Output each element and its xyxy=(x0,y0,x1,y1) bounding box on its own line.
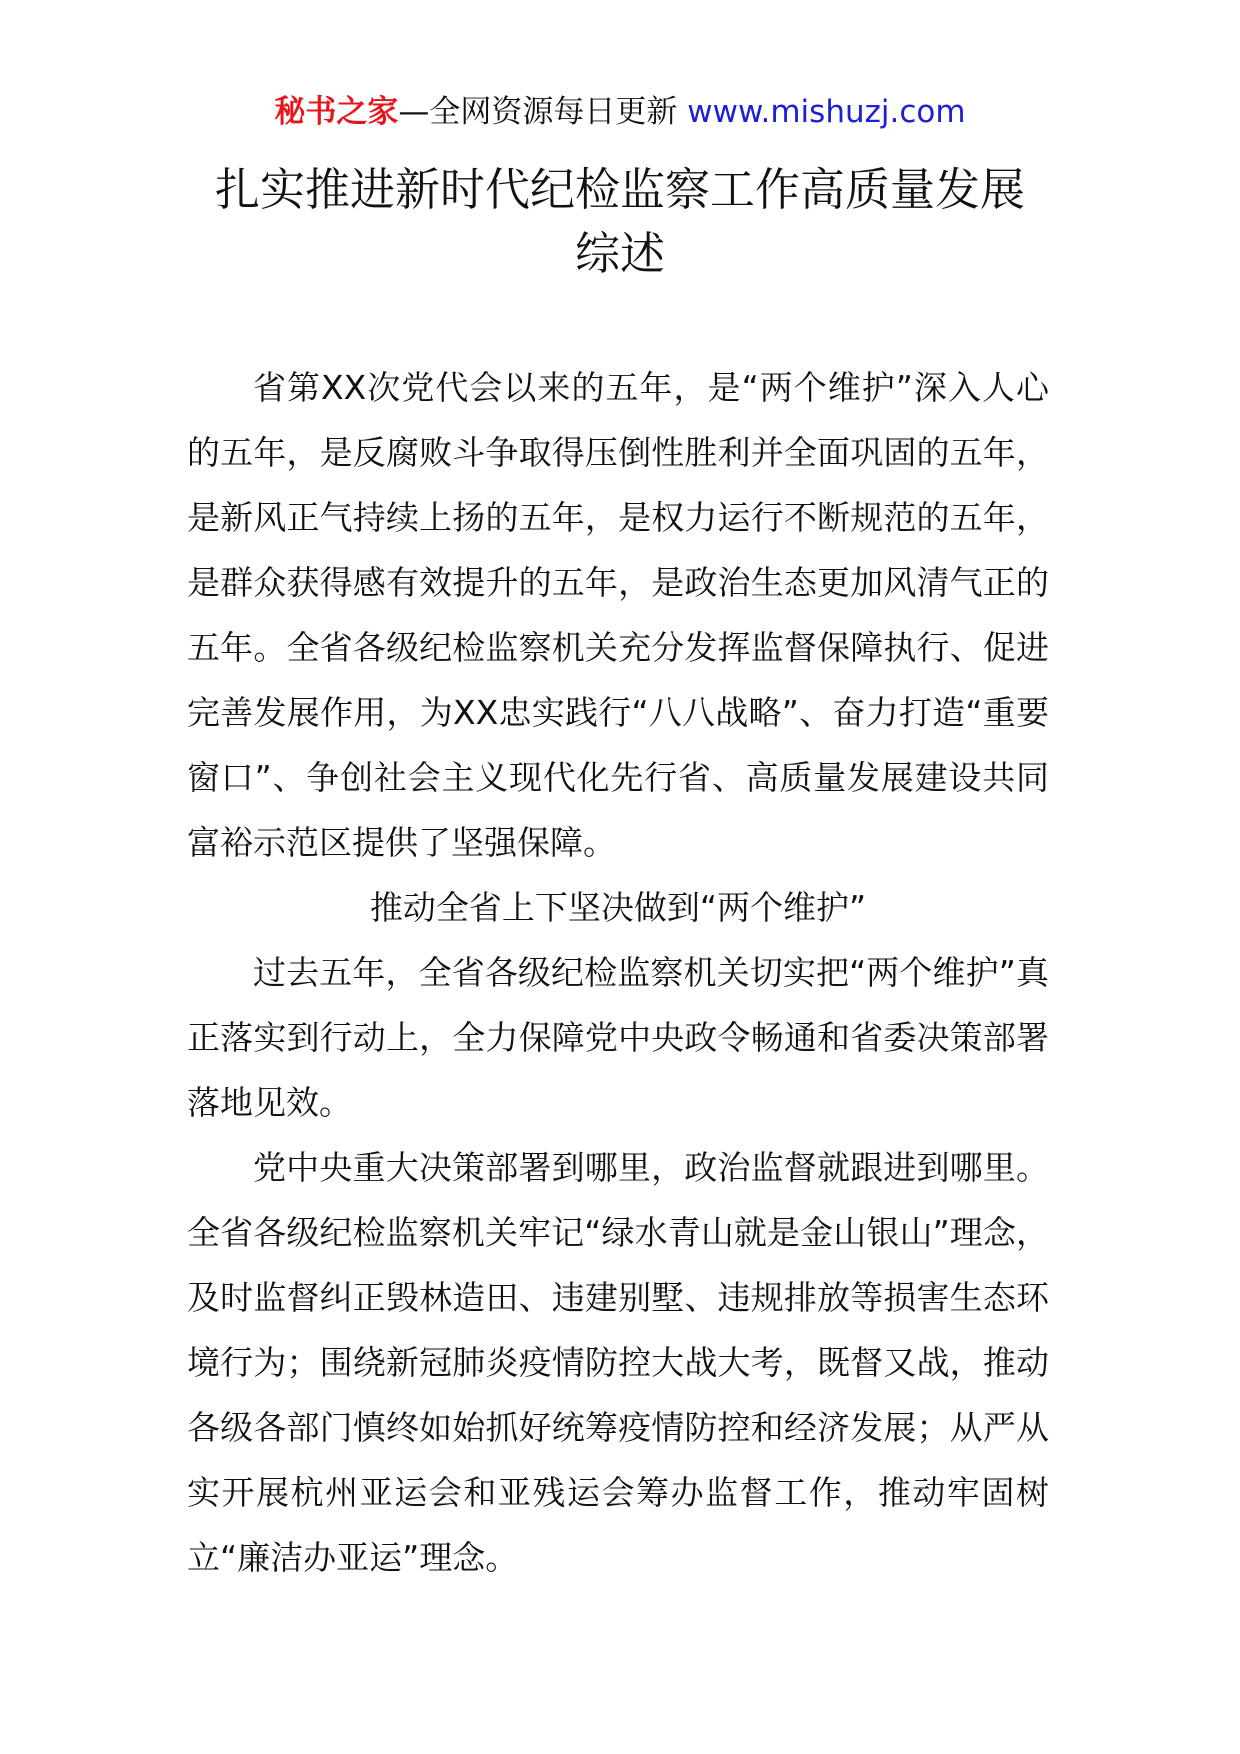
section-paragraph-2: 党中央重大决策部署到哪里，政治监督就跟进到哪里。全省各级纪检监察机关牢记“绿水青山就是金山银山”理念，及时监督纠正毁林造田、违建别墅、违规排放等损害生态环境行为；围绕新冠肺炎疫情防控大战大考，既督又战，推动各级各部门慎终如始抓好统筹疫情防控和经济发展；从严从实开展杭州亚运会和亚残运会筹办监督工作，推动牢固树立“廉洁办亚运”理念。 xyxy=(187,1148,1049,1577)
section-heading: 推动全省上下坚决做到“两个维护” xyxy=(369,888,867,927)
website-link[interactable]: www.mishuzj.com xyxy=(687,94,966,130)
title-line-1: 扎实推进新时代纪检监察工作高质量发展 xyxy=(214,163,1025,216)
section-paragraph-1: 过去五年，全省各级纪检监察机关切实把“两个维护”真正落实到行动上，全力保障党中央政令畅通和省委决策部署落地见效。 xyxy=(187,953,1049,1122)
document-body xyxy=(187,355,1049,1590)
title-line-2: 综述 xyxy=(574,227,665,280)
document-title xyxy=(150,158,1090,286)
page-header xyxy=(0,92,1240,132)
brand-name: 秘书之家 xyxy=(274,94,399,130)
header-tagline: —全网资源每日更新 xyxy=(398,94,688,130)
intro-paragraph: 省第XX次党代会以来的五年，是“两个维护”深入人心的五年，是反腐败斗争取得压倒性胜利并全面巩固的五年，是新风正气持续上扬的五年，是权力运行不断规范的五年，是群众获得感有效提升的五年，是政治生态更加风清气正的五年。全省各级纪检监察机关充分发挥监督保障执行、促进完善发展作用，为XX忠实践行“八八战略”、奋力打造“重要窗口”、争创社会主义现代化先行省、高质量发展建设共同富裕示范区提供了坚强保障。 xyxy=(187,368,1049,862)
